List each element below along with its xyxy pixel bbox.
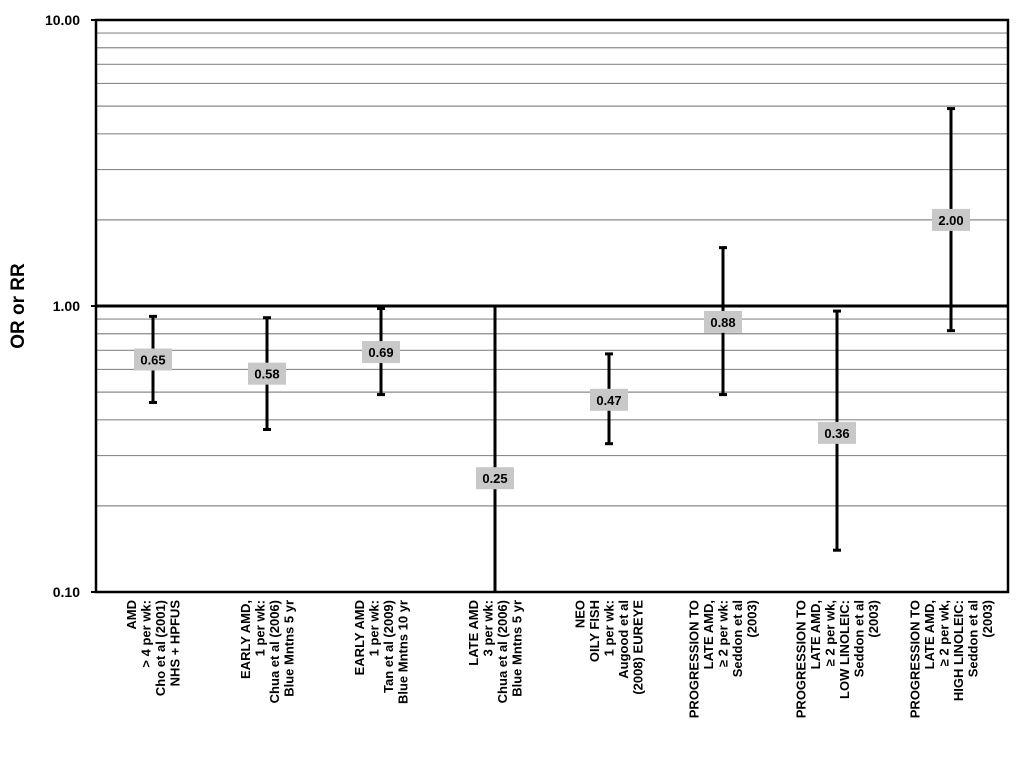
category-label-line: Chua et al (2006) <box>266 600 282 704</box>
value-label: 2.00 <box>938 212 964 228</box>
category-label-line: (2003) <box>744 600 760 638</box>
error-bar-group <box>134 316 172 402</box>
error-bar-group <box>590 354 628 444</box>
category-label-line: HIGH LINOLEIC: <box>950 600 966 702</box>
category-labels <box>124 600 995 719</box>
category-label-line: LATE AMD, <box>921 600 937 670</box>
category-label-line: LOW LINOLEIC: <box>836 600 852 699</box>
grid-lines <box>96 33 1008 506</box>
category-label-line: (2003) <box>979 600 995 638</box>
category-label-line: Seddon et al <box>851 600 867 678</box>
category-label-line: Tan et al (2009) <box>380 600 396 693</box>
category-label-line: EARLY AMD <box>351 600 367 676</box>
category-label-line: PROGRESSION TO <box>686 600 702 719</box>
y-tick-label: 1.00 <box>52 298 80 314</box>
category-label <box>124 600 183 696</box>
category-label <box>687 600 760 718</box>
category-label-line: 1 per wk: <box>366 600 382 657</box>
category-label-line: Blue Mntns 5 yr <box>509 600 525 697</box>
category-label-line: ≥ 2 per wk, <box>822 600 838 667</box>
y-axis-ticks <box>45 12 96 600</box>
value-label: 0.69 <box>368 345 394 361</box>
category-label-line: NEO <box>572 600 588 629</box>
y-tick-label: 0.10 <box>52 584 80 600</box>
value-label: 0.36 <box>824 425 850 441</box>
error-bar-group <box>362 309 400 395</box>
value-label: 0.47 <box>596 392 622 408</box>
category-label <box>793 600 881 718</box>
category-label-line: Seddon et al <box>730 600 745 678</box>
category-label-line: PROGRESSION TO <box>907 600 923 719</box>
category-label-line: LATE AMD <box>465 600 481 666</box>
category-label-line: NHS + HPFUS <box>167 600 183 687</box>
error-bar-group <box>476 306 514 592</box>
category-label-line: OILY FISH <box>587 600 602 663</box>
error-bar-group <box>932 109 970 331</box>
category-label-line: > 4 per wk: <box>138 600 154 668</box>
category-label-line: Seddon et al <box>965 600 981 678</box>
category-label-line: ≥ 2 per wk, <box>936 600 952 667</box>
category-label-line: (2003) <box>865 600 881 638</box>
category-label-line: 3 per wk: <box>480 600 496 657</box>
value-label: 0.65 <box>140 352 166 368</box>
category-label <box>573 600 646 695</box>
category-label <box>352 600 411 704</box>
category-label-line: (2008) EUREYE <box>630 600 646 695</box>
category-label-line: 1 per wk: <box>252 600 268 657</box>
category-label-line: Blue Mntns 5 yr <box>281 600 297 697</box>
category-label-line: Augood et al <box>616 600 631 679</box>
category-label <box>466 600 525 703</box>
category-label-line: AMD <box>123 600 139 630</box>
error-bar-group <box>818 311 856 550</box>
y-tick-label: 10.00 <box>44 12 80 28</box>
value-label: 0.58 <box>254 366 280 382</box>
value-label: 0.88 <box>710 314 736 330</box>
category-label-line: Cho et al (2001) <box>152 600 168 697</box>
error-bar-group <box>704 248 742 395</box>
category-label-line: Chua et al (2006) <box>494 600 510 704</box>
category-label-line: PROGRESSION TO <box>793 600 809 719</box>
category-label <box>238 600 297 703</box>
category-label-line: LATE AMD, <box>701 600 716 670</box>
value-label: 0.25 <box>482 471 508 487</box>
category-label-line: ≥ 2 per wk: <box>715 600 731 668</box>
category-label-line: EARLY AMD, <box>237 600 253 679</box>
category-label-line: Blue Mntns 10 yr <box>395 600 411 705</box>
category-label <box>907 600 995 718</box>
y-axis-label: OR or RR <box>8 263 29 349</box>
error-bar-group <box>248 318 286 430</box>
category-label-line: LATE AMD, <box>807 600 823 670</box>
category-label-line: 1 per wk: <box>601 600 617 657</box>
